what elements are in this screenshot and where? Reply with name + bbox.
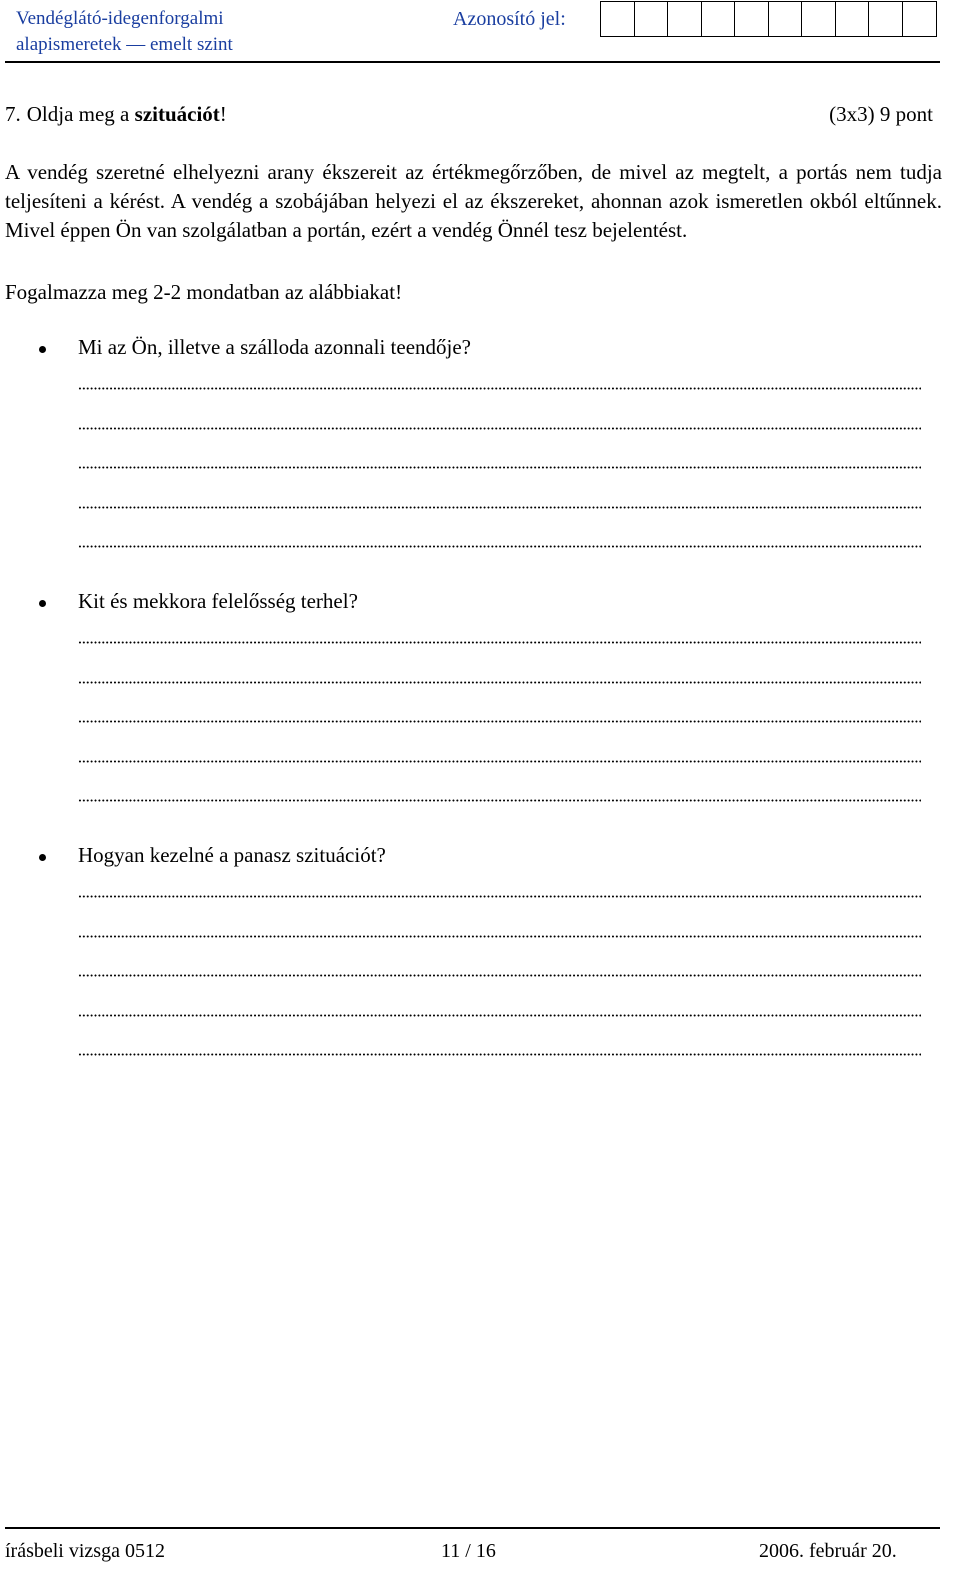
answer-line[interactable] [78,678,921,686]
task-title [5,102,227,127]
id-box[interactable] [702,2,736,36]
question-text: Mi az Ön, illetve a szálloda azonnali teendője? [78,335,472,359]
id-box[interactable] [735,2,769,36]
header-subject-line1: Vendéglátó-idegenforgalmi [16,8,224,29]
answer-line[interactable] [78,503,921,511]
id-boxes [600,1,937,37]
answer-line[interactable] [78,384,921,392]
answer-line[interactable] [78,463,921,471]
task-title-prefix: Oldja meg a [26,102,135,126]
bullet-icon [39,600,46,607]
answer-line[interactable] [78,1011,921,1019]
answer-line[interactable] [78,717,921,725]
question-text: Hogyan kezelné a panasz szituációt? [78,843,386,867]
task-number: 7. [5,102,21,126]
answer-line[interactable] [78,424,921,432]
task-title-bold: szituációt [134,102,220,126]
task-title-suffix: ! [219,102,227,126]
header-subject [16,6,233,58]
id-box[interactable] [635,2,669,36]
answer-line[interactable] [78,892,921,900]
question-text: Kit és mekkora felelősség terhel? [78,589,358,613]
id-box[interactable] [769,2,803,36]
answer-line[interactable] [78,971,921,979]
answer-line[interactable] [78,757,921,765]
header-divider [5,61,940,63]
answer-line[interactable] [78,638,921,646]
id-box[interactable] [668,2,702,36]
instruction-text: Fogalmazza meg 2-2 mondatban az alábbiakat! [5,280,403,304]
id-box[interactable] [903,2,937,36]
footer-date: 2006. február 20. [759,1540,897,1562]
footer-divider [5,1527,940,1529]
id-box[interactable] [802,2,836,36]
id-box[interactable] [869,2,903,36]
answer-line[interactable] [78,796,921,804]
bullet-icon [39,346,46,353]
id-box[interactable] [601,2,635,36]
footer-page-number: 11 / 16 [441,1540,496,1562]
header-subject-line2: alapismeretek — emelt szint [16,34,233,55]
answer-line[interactable] [78,1050,921,1058]
footer-exam-code: írásbeli vizsga 0512 [5,1540,165,1562]
bullet-icon [39,854,46,861]
answer-line[interactable] [78,542,921,550]
scenario-text: A vendég szeretné elhelyezni arany ékszereit az értékmegőrzőben, de mivel az megtelt, a portás nem tudja teljesíteni a kérést. A vendég a szobájában helyezi el az ékszereket, ahonnan azok ismeretlen okból eltűnnek. Mivel éppen Ön van szolgálatban a portán, ezért a vendég Önnél tesz bejelentést. [5,160,942,242]
id-box[interactable] [836,2,870,36]
answer-line[interactable] [78,932,921,940]
task-points: (3x3) 9 pont [829,102,933,126]
id-label: Azonosító jel: [453,8,566,30]
